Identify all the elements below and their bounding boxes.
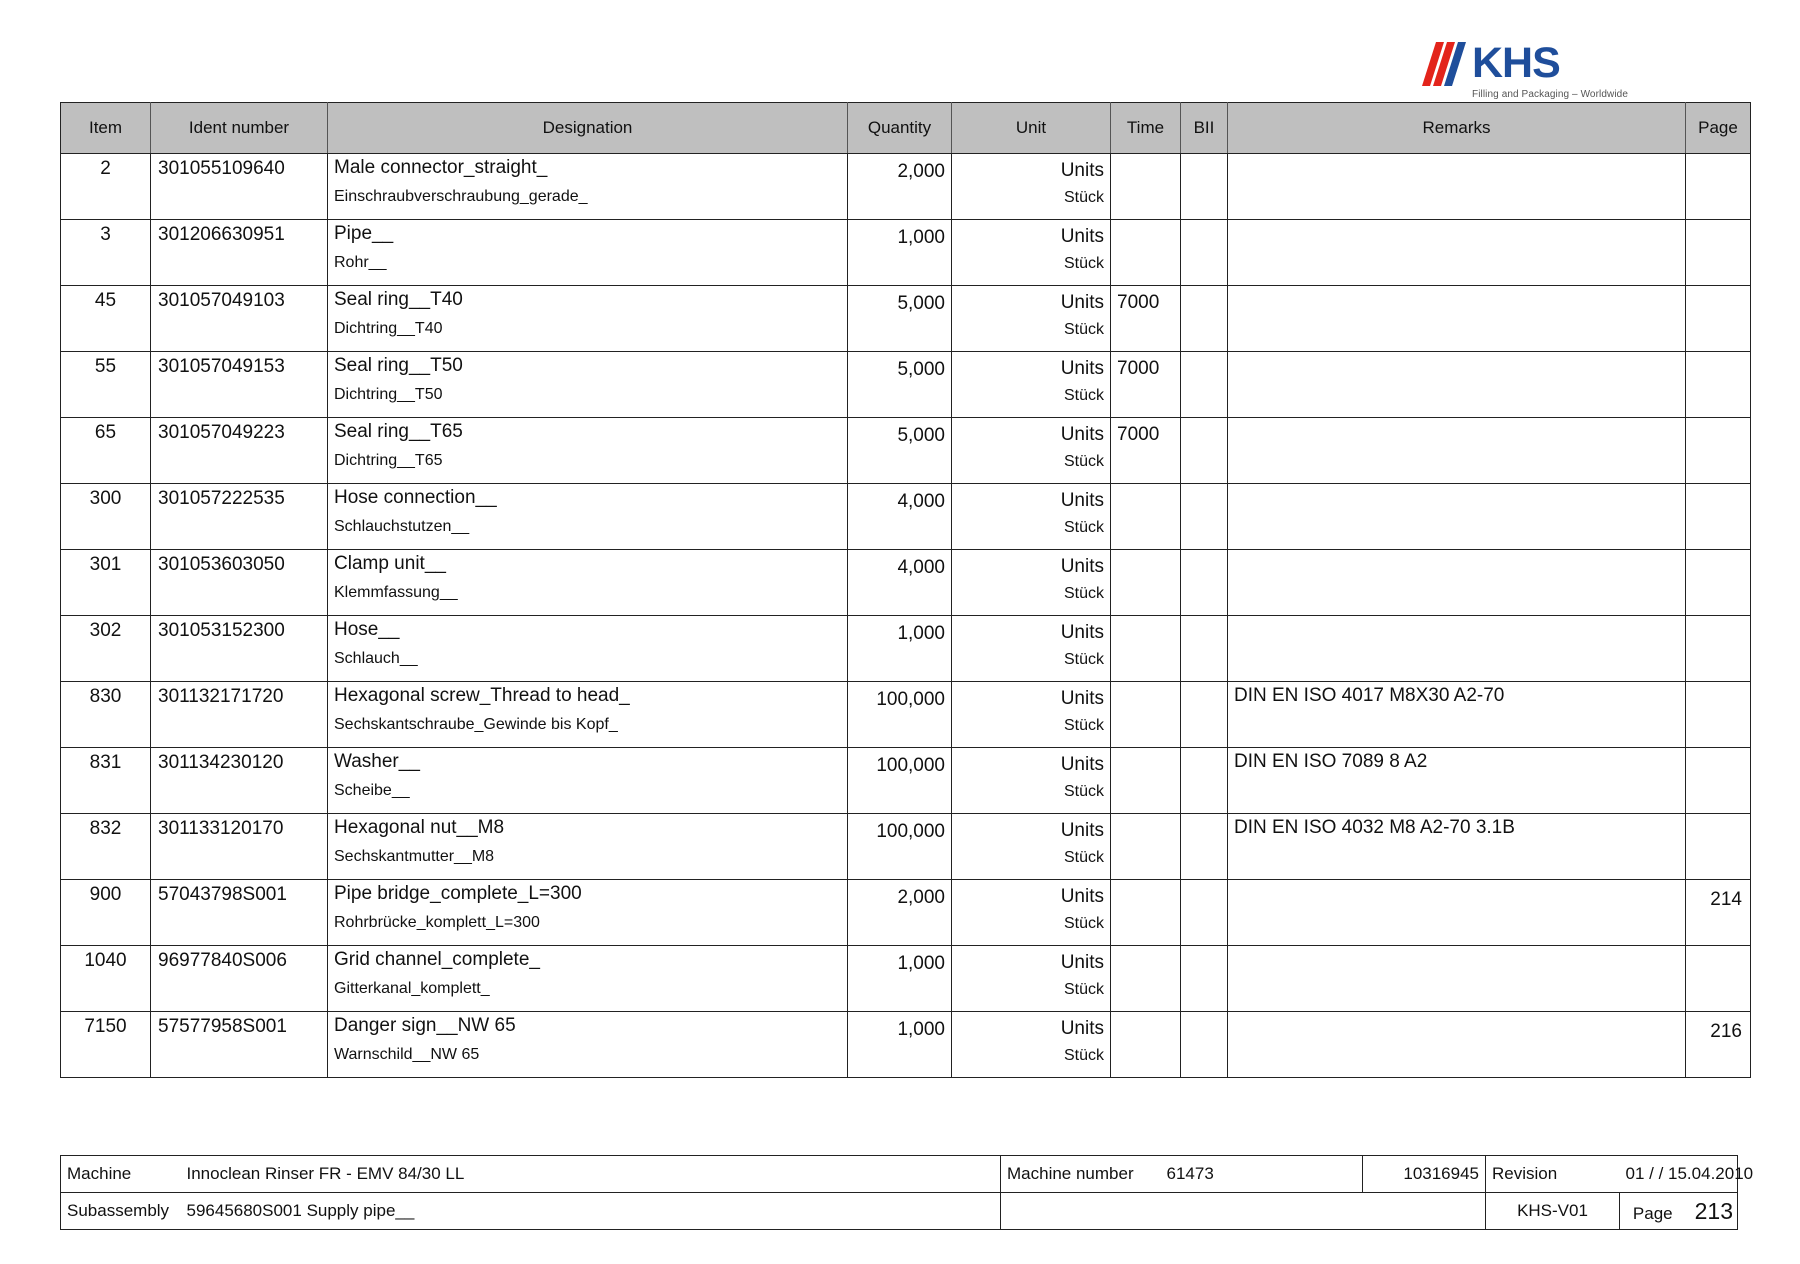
header-item: Item [61, 103, 151, 154]
cell-page [1686, 484, 1751, 550]
revision-value: 01 / / 15.04.2010 [1620, 1156, 1738, 1193]
unit-german: Stück [1063, 981, 1104, 998]
cell-time: 7000 [1111, 352, 1181, 418]
designation-english: Hose__ [334, 619, 400, 640]
cell-ident-number: 301057049153 [151, 352, 328, 418]
version-value: KHS-V01 [1486, 1193, 1620, 1230]
khs-logo-tagline: Filling and Packaging – Worldwide [1472, 89, 1628, 100]
cell-remarks [1228, 550, 1686, 616]
cell-remarks [1228, 286, 1686, 352]
cell-quantity: 100,000 [848, 814, 952, 880]
cell-item: 55 [61, 352, 151, 418]
cell-time [1111, 154, 1181, 220]
cell-page: 214 [1686, 880, 1751, 946]
cell-ident-number: 96977840S006 [151, 946, 328, 1012]
cell-bii [1181, 550, 1228, 616]
cell-designation [328, 1012, 848, 1078]
table-row [61, 814, 1751, 880]
cell-item: 1040 [61, 946, 151, 1012]
table-row [61, 286, 1751, 352]
table-row [61, 352, 1751, 418]
designation-german: Einschraubverschraubung_gerade_ [334, 188, 588, 205]
cell-designation [328, 946, 848, 1012]
header-designation: Designation [328, 103, 848, 154]
cell-unit [952, 154, 1111, 220]
cell-unit [952, 220, 1111, 286]
cell-item: 65 [61, 418, 151, 484]
cell-page [1686, 220, 1751, 286]
unit-german: Stück [1063, 387, 1104, 404]
cell-unit [952, 418, 1111, 484]
cell-time [1111, 682, 1181, 748]
table-row [61, 484, 1751, 550]
cell-page [1686, 352, 1751, 418]
cell-page: 216 [1686, 1012, 1751, 1078]
designation-english: Seal ring__T50 [334, 355, 463, 376]
title-block [60, 1155, 1754, 1230]
unit-german: Stück [1063, 717, 1104, 734]
designation-german: Klemmfassung__ [334, 584, 458, 601]
table-row [61, 154, 1751, 220]
cell-page [1686, 682, 1751, 748]
cell-remarks [1228, 880, 1686, 946]
cell-unit [952, 682, 1111, 748]
table-header-row [61, 103, 1751, 154]
cell-designation [328, 682, 848, 748]
cell-quantity: 100,000 [848, 682, 952, 748]
cell-page [1686, 748, 1751, 814]
cell-page [1686, 418, 1751, 484]
unit-english: Units [1060, 688, 1104, 709]
cell-quantity: 1,000 [848, 1012, 952, 1078]
table-row [61, 616, 1751, 682]
table-row [61, 748, 1751, 814]
unit-english: Units [1060, 886, 1104, 907]
designation-english: Pipe__ [334, 223, 394, 244]
cell-ident-number: 57577958S001 [151, 1012, 328, 1078]
title-block-row-subassembly [61, 1193, 1738, 1230]
cell-designation [328, 352, 848, 418]
designation-german: Sechskantschraube_Gewinde bis Kopf_ [334, 716, 618, 733]
cell-quantity: 1,000 [848, 220, 952, 286]
table-row [61, 1012, 1751, 1078]
unit-english: Units [1060, 358, 1104, 379]
cell-quantity: 5,000 [848, 352, 952, 418]
cell-designation [328, 220, 848, 286]
cell-bii [1181, 1012, 1228, 1078]
cell-ident-number: 57043798S001 [151, 880, 328, 946]
cell-designation [328, 418, 848, 484]
cell-remarks [1228, 352, 1686, 418]
unit-english: Units [1060, 1018, 1104, 1039]
khs-logo [1415, 38, 1628, 104]
cell-unit [952, 286, 1111, 352]
header-bii: BII [1181, 103, 1228, 154]
title-block-row-machine [61, 1156, 1738, 1193]
khs-logo-mark-icon [1420, 42, 1470, 86]
cell-page [1686, 286, 1751, 352]
cell-ident-number: 301134230120 [151, 748, 328, 814]
cell-remarks [1228, 616, 1686, 682]
table-row [61, 946, 1751, 1012]
cell-bii [1181, 352, 1228, 418]
header-page: Page [1686, 103, 1751, 154]
cell-unit [952, 550, 1111, 616]
designation-english: Seal ring__T65 [334, 421, 463, 442]
cell-ident-number: 301206630951 [151, 220, 328, 286]
cell-ident-number: 301132171720 [151, 682, 328, 748]
cell-remarks [1228, 220, 1686, 286]
cell-quantity: 2,000 [848, 880, 952, 946]
designation-english: Male connector_straight_ [334, 157, 548, 178]
cell-designation [328, 880, 848, 946]
cell-remarks [1228, 946, 1686, 1012]
designation-german: Gitterkanal_komplett_ [334, 980, 490, 997]
cell-bii [1181, 682, 1228, 748]
cell-quantity: 1,000 [848, 616, 952, 682]
cell-unit [952, 484, 1111, 550]
cell-time [1111, 880, 1181, 946]
cell-ident-number: 301053603050 [151, 550, 328, 616]
designation-english: Pipe bridge_complete_L=300 [334, 883, 582, 904]
cell-item: 300 [61, 484, 151, 550]
designation-english: Grid channel_complete_ [334, 949, 540, 970]
unit-german: Stück [1063, 585, 1104, 602]
cell-page [1686, 616, 1751, 682]
cell-quantity: 5,000 [848, 286, 952, 352]
header-remarks: Remarks [1228, 103, 1686, 154]
unit-german: Stück [1063, 519, 1104, 536]
parts-list-table [60, 102, 1751, 1078]
cell-item: 301 [61, 550, 151, 616]
unit-english: Units [1060, 292, 1104, 313]
cell-time [1111, 1012, 1181, 1078]
cell-designation [328, 616, 848, 682]
khs-logo-text: KHS [1472, 39, 1560, 87]
cell-item: 832 [61, 814, 151, 880]
cell-bii [1181, 220, 1228, 286]
cell-remarks: DIN EN ISO 7089 8 A2 [1228, 748, 1686, 814]
header-quantity: Quantity [848, 103, 952, 154]
unit-english: Units [1060, 424, 1104, 445]
cell-remarks [1228, 418, 1686, 484]
cell-designation [328, 484, 848, 550]
cell-bii [1181, 946, 1228, 1012]
cell-unit [952, 1012, 1111, 1078]
unit-german: Stück [1063, 1047, 1104, 1064]
cell-remarks [1228, 154, 1686, 220]
page-value: 213 [1694, 1197, 1733, 1224]
cell-time: 7000 [1111, 418, 1181, 484]
cell-designation [328, 550, 848, 616]
cell-designation [328, 748, 848, 814]
cell-quantity: 4,000 [848, 484, 952, 550]
unit-english: Units [1060, 622, 1104, 643]
cell-ident-number: 301057222535 [151, 484, 328, 550]
cell-page [1686, 154, 1751, 220]
unit-english: Units [1060, 160, 1104, 181]
cell-ident-number: 301057049103 [151, 286, 328, 352]
designation-german: Warnschild__NW 65 [334, 1046, 480, 1063]
cell-remarks [1228, 1012, 1686, 1078]
table-row [61, 418, 1751, 484]
document-number: 10316945 [1363, 1156, 1486, 1193]
cell-bii [1181, 484, 1228, 550]
cell-item: 7150 [61, 1012, 151, 1078]
title-block-empty-cell [1001, 1193, 1486, 1230]
cell-ident-number: 301133120170 [151, 814, 328, 880]
cell-time [1111, 946, 1181, 1012]
header-unit: Unit [952, 103, 1111, 154]
designation-english: Washer__ [334, 751, 420, 772]
designation-german: Sechskantmutter__M8 [334, 848, 495, 865]
unit-german: Stück [1063, 255, 1104, 272]
cell-ident-number: 301053152300 [151, 616, 328, 682]
cell-time: 7000 [1111, 286, 1181, 352]
header-time: Time [1111, 103, 1181, 154]
cell-remarks [1228, 484, 1686, 550]
unit-english: Units [1060, 952, 1104, 973]
table-row [61, 550, 1751, 616]
table-row [61, 682, 1751, 748]
unit-english: Units [1060, 820, 1104, 841]
table-row [61, 220, 1751, 286]
page-cell [1620, 1193, 1738, 1230]
cell-page [1686, 814, 1751, 880]
cell-quantity: 100,000 [848, 748, 952, 814]
designation-english: Hexagonal nut__M8 [334, 817, 505, 838]
cell-bii [1181, 814, 1228, 880]
cell-quantity: 4,000 [848, 550, 952, 616]
cell-time [1111, 748, 1181, 814]
designation-german: Dichtring__T40 [334, 320, 443, 337]
unit-german: Stück [1063, 189, 1104, 206]
cell-item: 2 [61, 154, 151, 220]
designation-german: Rohr__ [334, 254, 387, 271]
machine-value: Innoclean Rinser FR - EMV 84/30 LL [181, 1156, 1001, 1193]
designation-german: Dichtring__T50 [334, 386, 443, 403]
cell-item: 830 [61, 682, 151, 748]
cell-item: 900 [61, 880, 151, 946]
machine-label: Machine [61, 1156, 181, 1193]
page-label: Page [1632, 1203, 1673, 1223]
cell-time [1111, 616, 1181, 682]
unit-english: Units [1060, 226, 1104, 247]
parts-table-body [61, 154, 1751, 1078]
subassembly-label: Subassembly [61, 1193, 181, 1230]
cell-time [1111, 484, 1181, 550]
cell-bii [1181, 418, 1228, 484]
cell-unit [952, 946, 1111, 1012]
cell-item: 3 [61, 220, 151, 286]
unit-german: Stück [1063, 453, 1104, 470]
revision-label: Revision [1486, 1156, 1620, 1193]
unit-german: Stück [1063, 783, 1104, 800]
cell-page [1686, 946, 1751, 1012]
cell-bii [1181, 154, 1228, 220]
designation-german: Dichtring__T65 [334, 452, 443, 469]
cell-quantity: 1,000 [848, 946, 952, 1012]
cell-designation [328, 286, 848, 352]
cell-ident-number: 301057049223 [151, 418, 328, 484]
cell-ident-number: 301055109640 [151, 154, 328, 220]
header-ident-number: Ident number [151, 103, 328, 154]
unit-english: Units [1060, 754, 1104, 775]
cell-bii [1181, 286, 1228, 352]
unit-german: Stück [1063, 651, 1104, 668]
designation-german: Rohrbrücke_komplett_L=300 [334, 914, 540, 931]
cell-unit [952, 814, 1111, 880]
designation-english: Clamp unit__ [334, 553, 446, 574]
cell-unit [952, 616, 1111, 682]
cell-remarks: DIN EN ISO 4017 M8X30 A2-70 [1228, 682, 1686, 748]
cell-item: 831 [61, 748, 151, 814]
machine-number-value: 61473 [1161, 1156, 1363, 1193]
cell-page [1686, 550, 1751, 616]
cell-time [1111, 220, 1181, 286]
designation-english: Hose connection__ [334, 487, 497, 508]
subassembly-value: 59645680S001 Supply pipe__ [181, 1193, 1001, 1230]
designation-english: Seal ring__T40 [334, 289, 463, 310]
cell-unit [952, 880, 1111, 946]
designation-english: Hexagonal screw_Thread to head_ [334, 685, 630, 706]
cell-item: 45 [61, 286, 151, 352]
cell-quantity: 5,000 [848, 418, 952, 484]
cell-unit [952, 352, 1111, 418]
designation-english: Danger sign__NW 65 [334, 1015, 516, 1036]
unit-english: Units [1060, 556, 1104, 577]
cell-item: 302 [61, 616, 151, 682]
cell-remarks: DIN EN ISO 4032 M8 A2-70 3.1B [1228, 814, 1686, 880]
cell-designation [328, 154, 848, 220]
unit-german: Stück [1063, 849, 1104, 866]
table-row [61, 880, 1751, 946]
cell-unit [952, 748, 1111, 814]
cell-bii [1181, 616, 1228, 682]
cell-designation [328, 814, 848, 880]
unit-german: Stück [1063, 321, 1104, 338]
unit-german: Stück [1063, 915, 1104, 932]
unit-english: Units [1060, 490, 1104, 511]
cell-quantity: 2,000 [848, 154, 952, 220]
cell-bii [1181, 748, 1228, 814]
designation-german: Schlauch__ [334, 650, 418, 667]
cell-time [1111, 814, 1181, 880]
cell-bii [1181, 880, 1228, 946]
designation-german: Schlauchstutzen__ [334, 518, 470, 535]
designation-german: Scheibe__ [334, 782, 410, 799]
machine-number-label: Machine number [1001, 1156, 1161, 1193]
cell-time [1111, 550, 1181, 616]
